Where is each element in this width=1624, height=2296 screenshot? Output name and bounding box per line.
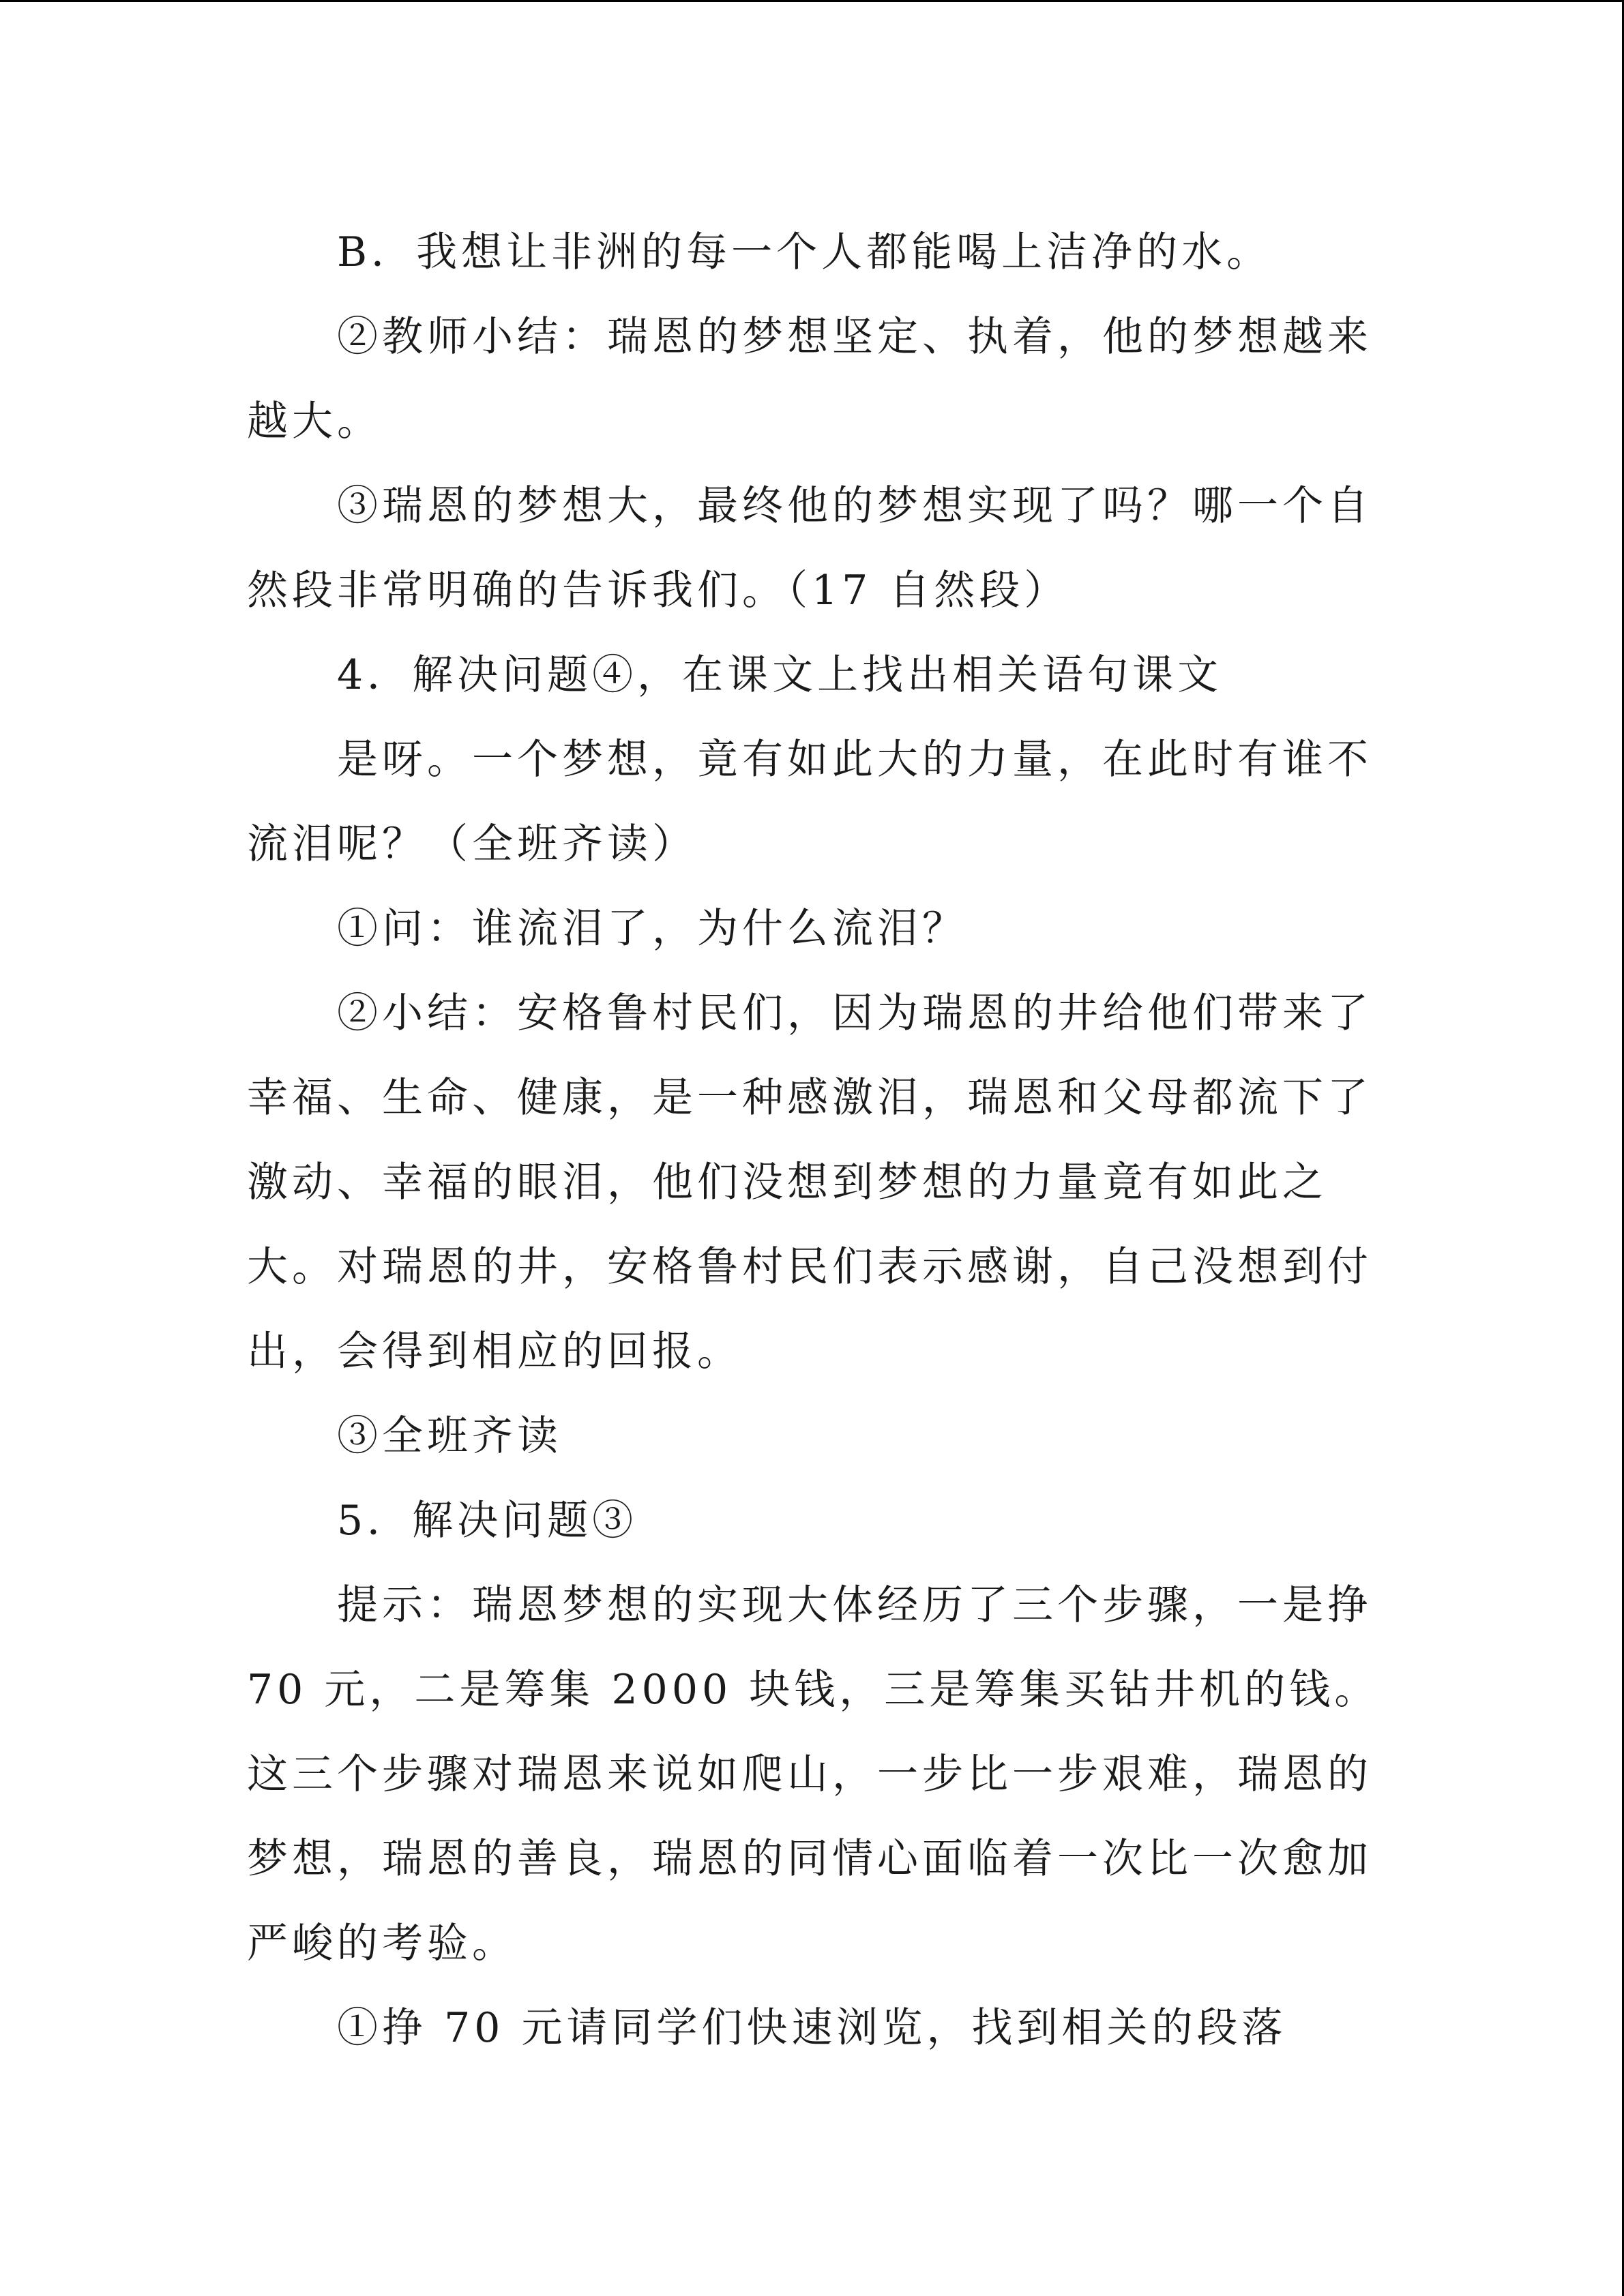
top-border-line: [0, 0, 1624, 2]
paragraph-step-4-heading: 4．解决问题④，在课文上找出相关语句课文: [337, 651, 1223, 699]
document-body: [247, 210, 1393, 2070]
paragraph-class-reading: ③全班齐读: [337, 1412, 562, 1460]
paragraph-teacher-summary: ②教师小结：瑞恩的梦想坚定、执着，他的梦想越来越大。: [247, 313, 1372, 445]
paragraph-who-cried: ①问：谁流泪了，为什么流泪？: [337, 905, 967, 953]
paragraph-summary-villagers: ②小结：安格鲁村民们，因为瑞恩的井给他们带来了幸福、生命、健康，是一种感激泪，瑞恩和父母都流下了激动、幸福的眼泪，他们没想到梦想的力量竟有如此之大。对瑞恩的井，安格鲁村民们表示感谢，自己没想到付出，会得到相应的回报。: [247, 989, 1372, 1375]
paragraph-dream-question: ③瑞恩的梦想大，最终他的梦想实现了吗？哪一个自然段非常明确的告诉我们。（17 自然段）: [247, 482, 1372, 614]
paragraph-earn-70: ①挣 70 元请同学们快速浏览，找到相关的段落: [337, 2004, 1287, 2052]
paragraph-three-steps-hint: 提示：瑞恩梦想的实现大体经历了三个步骤，一是挣 70 元，二是筹集 2000 块钱，三是筹集买钻井机的钱。这三个步骤对瑞恩来说如爬山，一步比一步艰难，瑞恩的梦想，瑞恩的善良，瑞恩的同情心面临着一次比一次愈加严峻的考验。: [247, 1581, 1380, 1967]
paragraph-tears-question: 是呀。一个梦想，竟有如此大的力量，在此时有谁不流泪呢？（全班齐读）: [247, 736, 1372, 868]
paragraph-step-5-heading: 5．解决问题③: [337, 1497, 638, 1545]
paragraph-option-b: B．我想让非洲的每一个人都能喝上洁净的水。: [337, 228, 1272, 276]
